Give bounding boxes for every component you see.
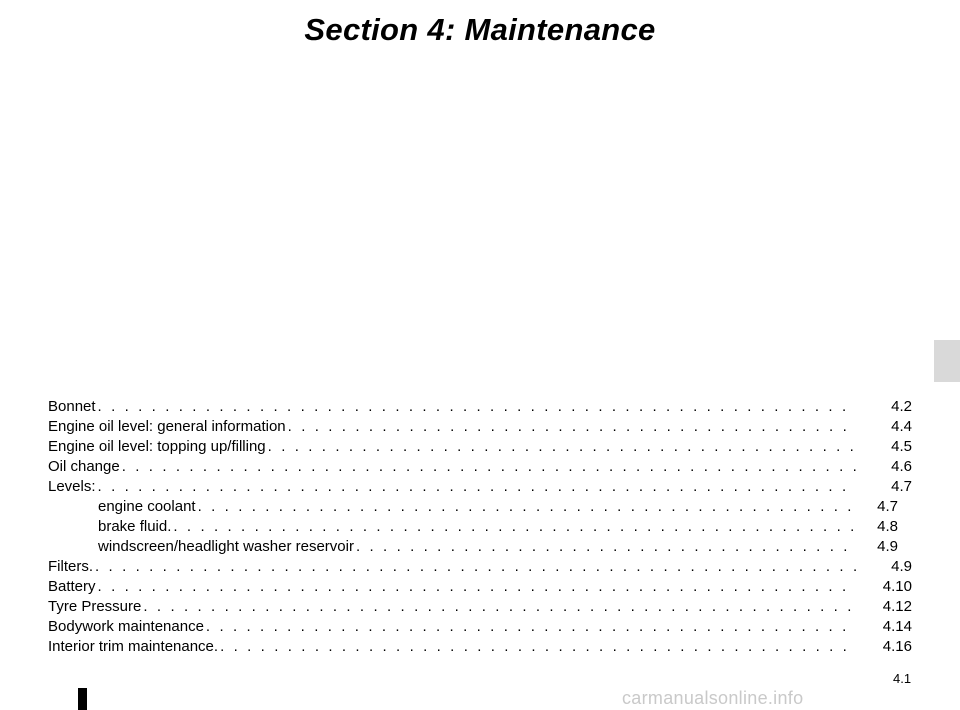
table-of-contents <box>48 397 912 657</box>
toc-entry[interactable] <box>48 577 912 597</box>
toc-entry-label: Interior trim maintenance. <box>48 638 219 655</box>
toc-entry-label: Tyre Pressure <box>48 598 142 615</box>
toc-leader-dots <box>173 517 856 537</box>
toc-leader-dots <box>122 457 856 477</box>
toc-entry-label: Bodywork maintenance <box>48 618 204 635</box>
page-title: Section 4: Maintenance <box>304 12 656 47</box>
toc-entry-page: 4.16 <box>882 638 912 655</box>
toc-entry-label: engine coolant <box>98 498 196 515</box>
toc-leader-dots <box>95 557 856 577</box>
toc-entry[interactable] <box>48 477 912 497</box>
toc-entry-page: 4.2 <box>891 398 912 415</box>
toc-entry[interactable] <box>48 417 912 437</box>
toc-entry-page: 4.6 <box>891 458 912 475</box>
toc-entry-page: 4.9 <box>877 538 898 555</box>
toc-leader-dots <box>268 437 856 457</box>
toc-entry[interactable] <box>48 597 912 617</box>
toc-leader-dots <box>206 617 856 637</box>
toc-subentry[interactable] <box>48 537 912 557</box>
toc-entry-label: Battery <box>48 578 96 595</box>
toc-entry[interactable] <box>48 397 912 417</box>
toc-entry-label: windscreen/headlight washer reservoir <box>98 538 354 555</box>
watermark-text: carmanualsonline.info <box>622 688 804 708</box>
toc-entry[interactable] <box>48 637 912 657</box>
toc-subentry[interactable] <box>48 517 912 537</box>
toc-entry-page: 4.7 <box>891 478 912 495</box>
toc-entry[interactable] <box>48 557 912 577</box>
toc-subentry[interactable] <box>48 497 912 517</box>
toc-leader-dots <box>288 417 856 437</box>
toc-entry-label: Bonnet <box>48 398 96 415</box>
toc-entry-page: 4.9 <box>891 558 912 575</box>
toc-leader-dots <box>220 637 856 657</box>
toc-entry-page: 4.7 <box>877 498 898 515</box>
toc-leader-dots <box>98 577 856 597</box>
page-number: 4.1 <box>893 671 912 686</box>
toc-leader-dots <box>98 477 856 497</box>
toc-leader-dots <box>98 397 856 417</box>
toc-entry-label: Levels: <box>48 478 96 495</box>
toc-entry-page: 4.12 <box>882 598 912 615</box>
toc-entry-label: brake fluid. <box>98 518 172 535</box>
toc-entry-page: 4.14 <box>882 618 912 635</box>
toc-entry-label: Engine oil level: general information <box>48 418 286 435</box>
section-tab-marker <box>934 340 960 382</box>
toc-entry-page: 4.4 <box>891 418 912 435</box>
toc-leader-dots <box>356 537 856 557</box>
toc-entry[interactable] <box>48 437 912 457</box>
toc-entry-page: 4.5 <box>891 438 912 455</box>
toc-entry-label: Engine oil level: topping up/filling <box>48 438 266 455</box>
toc-leader-dots <box>198 497 856 517</box>
corner-crop-mark <box>78 688 87 710</box>
toc-entry-page: 4.10 <box>882 578 912 595</box>
toc-entry[interactable] <box>48 617 912 637</box>
toc-entry-label: Oil change <box>48 458 120 475</box>
toc-leader-dots <box>143 597 856 617</box>
toc-entry[interactable] <box>48 457 912 477</box>
toc-entry-label: Filters. <box>48 558 93 575</box>
toc-entry-page: 4.8 <box>877 518 898 535</box>
